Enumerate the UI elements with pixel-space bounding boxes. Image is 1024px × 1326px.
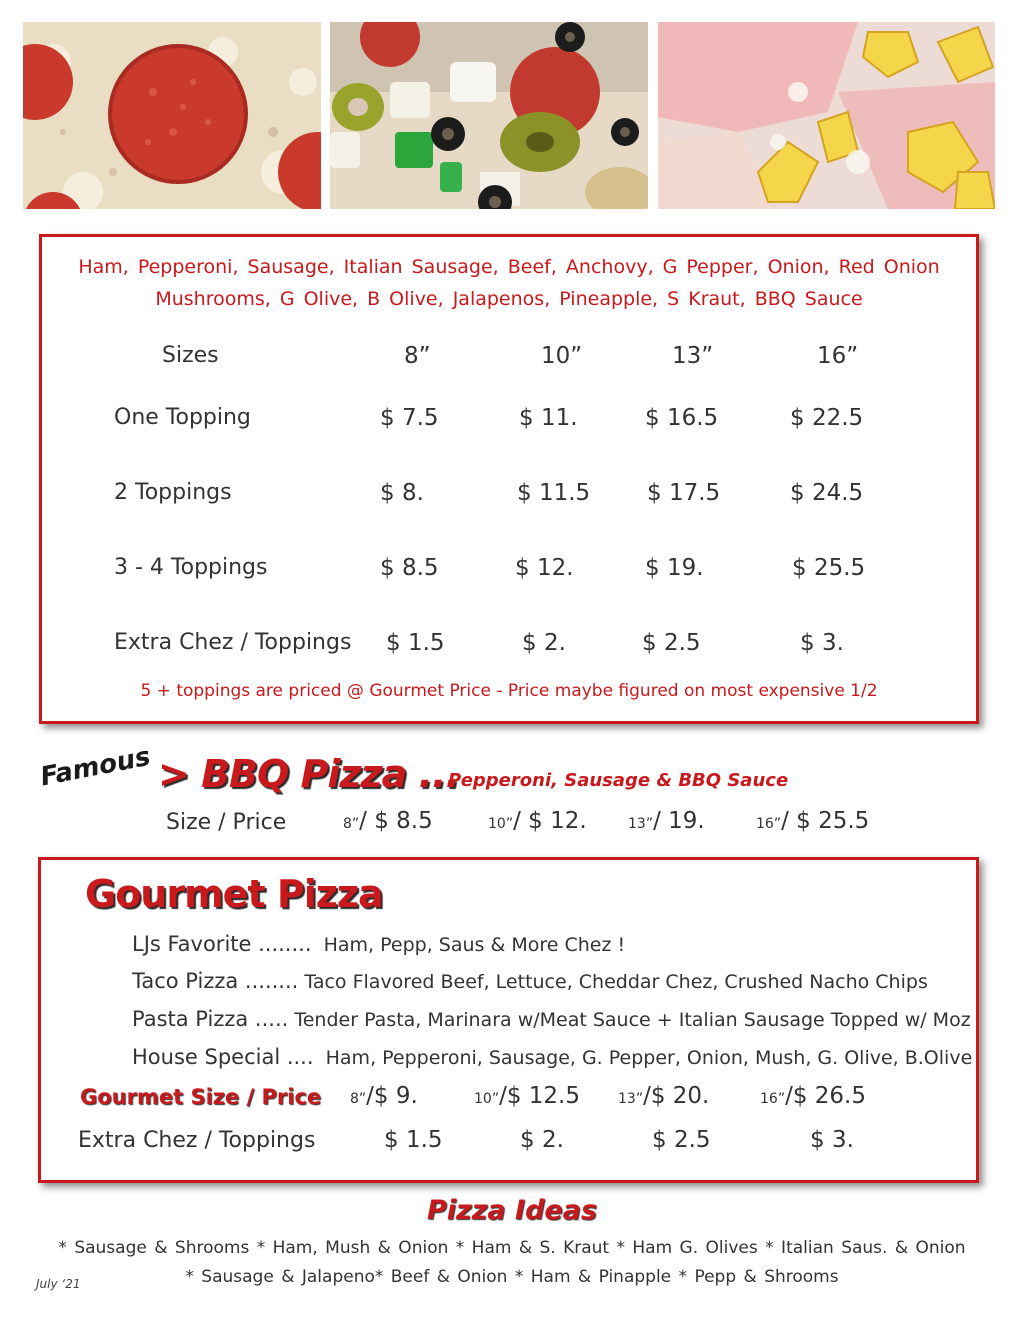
row-three-four-label: 3 - 4 Toppings — [114, 555, 268, 580]
bbq-pizza-title: > BBQ Pizza ... — [158, 752, 459, 796]
gourmet-size-price-label: Gourmet Size / Price — [80, 1085, 322, 1109]
row-two-toppings-8: $ 8. — [380, 480, 424, 506]
row-extra-10: $ 2. — [522, 630, 566, 656]
row-three-four-16: $ 25.5 — [792, 555, 866, 581]
toppings-line-1: Ham, Pepperoni, Sausage, Italian Sausage, Beef, Anchovy, G Pepper, Onion, Red Onion — [78, 256, 940, 278]
row-extra-8: $ 1.5 — [386, 630, 445, 656]
bbq-price-10: 10”/ $ 12. — [488, 808, 587, 834]
bbq-price-8: 8”/ $ 8.5 — [343, 808, 433, 834]
pepperoni-pizza-photo — [23, 22, 321, 209]
size-13-header: 13” — [672, 343, 714, 369]
row-two-toppings-16: $ 24.5 — [790, 480, 864, 506]
bbq-price-13: 13”/ 19. — [628, 808, 705, 834]
row-extra-13: $ 2.5 — [642, 630, 701, 656]
row-one-topping-16: $ 22.5 — [790, 405, 864, 431]
supreme-pizza-photo — [330, 22, 648, 209]
gourmet-price-16: 16”/$ 26.5 — [760, 1083, 866, 1109]
ham-pineapple-pizza-photo — [658, 22, 995, 209]
row-one-topping-8: $ 7.5 — [380, 405, 439, 431]
bbq-pizza-description: Pepperoni, Sausage & BBQ Sauce — [448, 770, 789, 791]
gourmet-extra-16: $ 3. — [810, 1127, 854, 1153]
bbq-size-price-label: Size / Price — [166, 810, 287, 835]
gourmet-extra-10: $ 2. — [520, 1127, 564, 1153]
gourmet-pizza-title: Gourmet Pizza — [85, 872, 383, 916]
price-table-box — [39, 234, 979, 724]
row-two-toppings-label: 2 Toppings — [114, 480, 232, 505]
row-one-topping-13: $ 16.5 — [645, 405, 719, 431]
row-extra-16: $ 3. — [800, 630, 844, 656]
gourmet-extra-13: $ 2.5 — [652, 1127, 711, 1153]
gourmet-price-note: 5 + toppings are priced @ Gourmet Price - Price maybe figured on most expensive 1/2 — [140, 681, 878, 701]
bbq-price-16: 16”/ $ 25.5 — [756, 808, 870, 834]
row-three-four-8: $ 8.5 — [380, 555, 439, 581]
size-10-header: 10” — [541, 343, 583, 369]
sizes-header: Sizes — [162, 343, 219, 368]
gourmet-price-8: 8”/$ 9. — [350, 1083, 418, 1109]
toppings-line-2: Mushrooms, G Olive, B Olive, Jalapenos, Pineapple, S Kraut, BBQ Sauce — [155, 288, 863, 310]
gourmet-extra-label: Extra Chez / Toppings — [78, 1128, 316, 1153]
gourmet-extra-8: $ 1.5 — [384, 1127, 443, 1153]
row-two-toppings-13: $ 17.5 — [647, 480, 721, 506]
row-two-toppings-10: $ 11.5 — [517, 480, 591, 506]
gourmet-item-ljs-favorite: LJs Favorite ........ Ham, Pepp, Saus & More Chez ! — [132, 932, 626, 956]
menu-date: July ‘21 — [36, 1277, 81, 1291]
row-three-four-10: $ 12. — [515, 555, 574, 581]
row-one-topping-10: $ 11. — [519, 405, 578, 431]
pizza-ideas-line-2: * Sausage & Jalapeno* Beef & Onion * Ham & Pinapple * Pepp & Shrooms — [185, 1267, 839, 1287]
gourmet-price-13: 13”/$ 20. — [618, 1083, 710, 1109]
gourmet-price-10: 10”/$ 12.5 — [474, 1083, 580, 1109]
size-8-header: 8” — [404, 343, 431, 369]
pizza-ideas-line-1: * Sausage & Shrooms * Ham, Mush & Onion * Ham & S. Kraut * Ham G. Olives * Italian Saus. & Onion — [58, 1238, 966, 1258]
gourmet-item-pasta-pizza: Pasta Pizza ..... Tender Pasta, Marinara w/Meat Sauce + Italian Sausage Topped w/ Moz — [132, 1007, 971, 1031]
gourmet-item-taco-pizza: Taco Pizza ........ Taco Flavored Beef, Lettuce, Cheddar Chez, Crushed Nacho Chips — [132, 969, 928, 993]
size-16-header: 16” — [817, 343, 859, 369]
gourmet-item-house-special: House Special .... Ham, Pepperoni, Sausage, G. Pepper, Onion, Mush, G. Olive, B.Olive — [132, 1045, 973, 1069]
row-extra-label: Extra Chez / Toppings — [114, 630, 352, 655]
famous-label: Famous — [38, 741, 153, 793]
row-one-topping-label: One Topping — [114, 405, 251, 430]
row-three-four-13: $ 19. — [645, 555, 704, 581]
pizza-ideas-title: Pizza Ideas — [426, 1195, 598, 1226]
